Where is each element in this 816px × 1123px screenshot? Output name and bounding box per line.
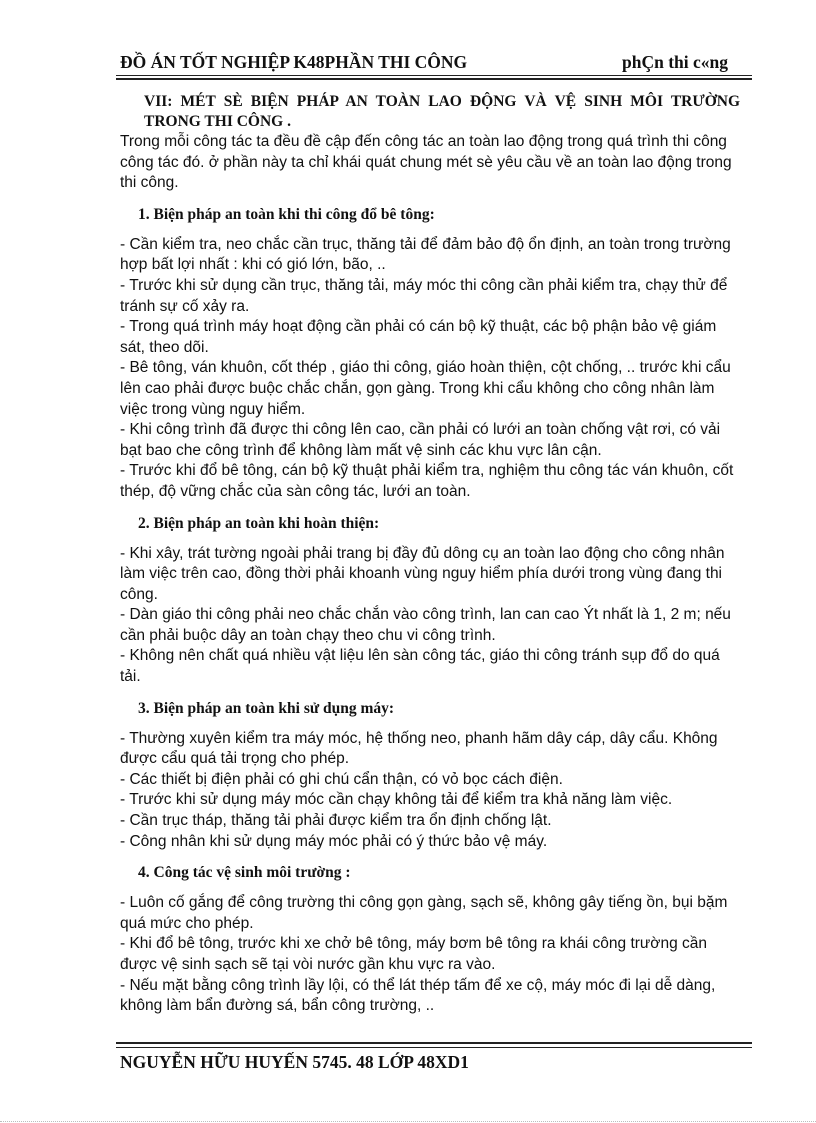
list-item: - Khi công trình đã được thi công lên cao, cần phải có lưới an toàn chống vật rơi, có vải bạt bao che công trình để không làm mất vệ sinh các khu vực lân cận. xyxy=(120,421,721,459)
list-item: - Nếu mặt bằng công trình lầy lội, có thể lát thép tấm để xe cộ, máy móc đi lại dễ dàng, không làm bẩn đường sá, bẩn công trường, .. xyxy=(120,976,716,1015)
section-heading: 4. Công tác vệ sinh môi trường : xyxy=(138,864,351,882)
section-heading: 2. Biện pháp an toàn khi hoàn thiện: xyxy=(138,514,380,532)
footer-rule-thin xyxy=(116,1047,752,1048)
section-heading: 1. Biện pháp an toàn khi thi công đổ bê tông: xyxy=(138,205,435,223)
list-item: - Công nhân khi sử dụng máy móc phải có ý thức bảo vệ máy. xyxy=(120,832,548,850)
section-4 xyxy=(120,863,740,1017)
list-item: - Dàn giáo thi công phải neo chắc chắn vào công trình, lan can cao Ýt nhất là 1, 2 m; nếu cần phải buộc dây an toàn chạy theo chu vi công trình. xyxy=(120,606,731,644)
list-item: - Khi đổ bê tông, trước khi xe chở bê tông, máy bơm bê tông ra khái công trường cần được vệ sinh sạch sẽ tại vòi nước gần khu vực ra vào. xyxy=(120,935,707,973)
list-item: - Cần kiểm tra, neo chắc cần trục, thăng tải để đảm bảo độ ổn định, an toàn trong trường hợp bất lợi nhất : khi có gió lớn, bão, .. xyxy=(120,235,731,274)
page-header xyxy=(120,52,746,76)
list-item: - Trong quá trình máy hoạt động cần phải có cán bộ kỹ thuật, các bộ phận bảo vệ giám sát, theo dõi. xyxy=(120,318,717,356)
section-heading: 3. Biện pháp an toàn khi sử dụng máy: xyxy=(138,699,395,717)
list-item: - Cần trục tháp, thăng tải phải được kiểm tra ổn định chống lật. xyxy=(120,812,552,830)
list-item: - Thường xuyên kiểm tra máy móc, hệ thống neo, phanh hãm dây cáp, dây cẩu. Không được cẩu quá tải trọng cho phép. xyxy=(120,729,718,768)
list-item: - Các thiết bị điện phải có ghi chú cẩn thận, có vỏ bọc cách điện. xyxy=(120,770,563,788)
list-item: - Trước khi sử dụng cần trục, thăng tải, máy móc thi công cần phải kiểm tra, chạy thử để tránh sự cố xảy ra. xyxy=(120,276,728,315)
footer-rule-thick xyxy=(116,1042,752,1044)
header-rule-thick xyxy=(116,78,752,80)
document-body xyxy=(120,92,740,1017)
section-2 xyxy=(120,514,740,688)
intro-paragraph: Trong mỗi công tác ta đều đề cập đến công tác an toàn lao động trong quá trình thi công công tác đó. ở phần này ta chỉ khái quát chung mét sè yêu cầu về an toàn lao động trong thi công. xyxy=(120,133,732,192)
header-rule-thin xyxy=(116,75,752,76)
list-item: - Bê tông, ván khuôn, cốt thép , giáo thi công, giáo hoàn thiện, cột chống, .. trước khi cẩu lên cao phải được buộc chắc chắn, gọn gàng. Trong khi cẩu không cho công nhân làm việc trong vùng nguy hiểm. xyxy=(120,359,731,418)
section-1 xyxy=(120,205,740,503)
list-item: - Trước khi đổ bê tông, cán bộ kỹ thuật phải kiểm tra, nghiệm thu công tác ván khuôn, cốt thép, độ vững chắc của sàn công tác, lưới an toàn. xyxy=(120,462,734,500)
page-footer: NGUYỄN HỮU HUYẾN 5745. 48 LỚP 48XD1 xyxy=(120,1052,469,1072)
header-title: ĐỒ ÁN TỐT NGHIỆP K48PHẦN THI CÔNG xyxy=(120,52,468,72)
list-item: - Luôn cố gắng để công trường thi công gọn gàng, sạch sẽ, không gây tiếng ồn, bụi bặm quá mức cho phép. xyxy=(120,894,728,932)
section-title: VII: MÉT SÈ BIỆN PHÁP AN TOÀN LAO ĐỘNG VÀ VỆ SINH MÔI TRƯỜNG TRONG THI CÔNG . xyxy=(144,93,740,130)
header-section-label: phÇn thi c«ng xyxy=(621,52,728,72)
section-3 xyxy=(120,699,740,853)
list-item: - Không nên chất quá nhiều vật liệu lên sàn công tác, giáo thi công tránh sụp đổ do quá tải. xyxy=(120,647,720,686)
list-item: - Trước khi sử dụng máy móc cần chạy không tải để kiểm tra khả năng làm việc. xyxy=(120,791,673,809)
list-item: - Khi xây, trát tường ngoài phải trang bị đầy đủ dông cụ an toàn lao động cho công nhân làm việc trên cao, đồng thời phải khoanh vùng nguy hiểm phía dưới trong vùng đang thi công. xyxy=(120,544,725,603)
